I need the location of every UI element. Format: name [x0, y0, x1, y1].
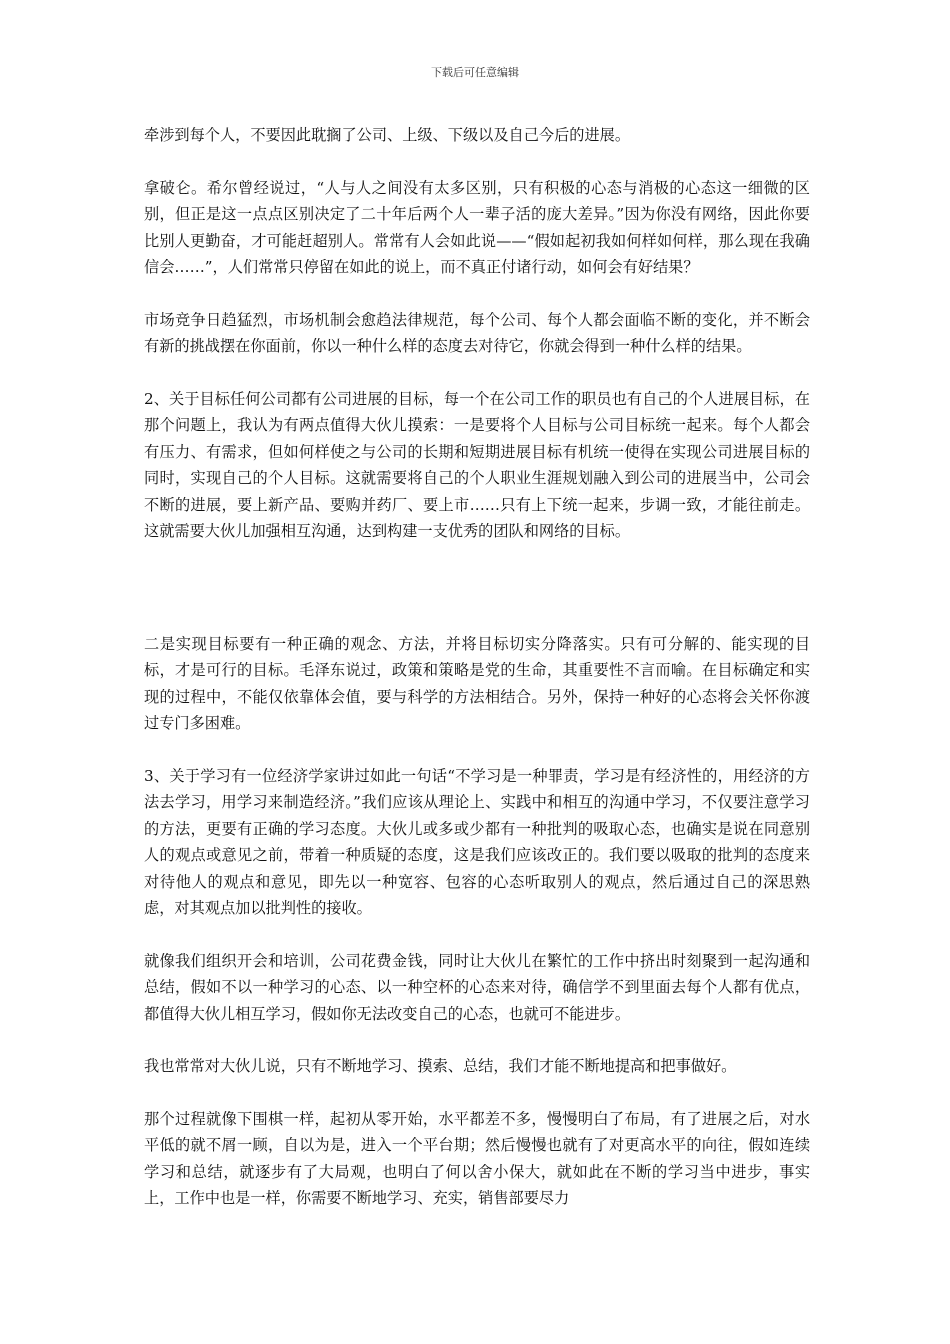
blank-space	[144, 571, 810, 631]
paragraph: 拿破仑。希尔曾经说过，“人与人之间没有太多区别，只有积极的心态与消极的心态这一细微的区别，但正是这一点点区别决定了二十年后两个人一辈子活的庞大差异。”因为你没有网络，因此你要比别人更勤奋，才可能赶超别人。常常有人会如此说——“假如起初我如何样如何样，那么现在我确信会……”，人们常常只停留在如此的说上，而不真正付诸行动，如何会有好结果？	[144, 178, 810, 276]
paragraph: 那个过程就像下围棋一样，起初从零开始，水平都差不多，慢慢明白了布局，有了进展之后，对水平低的就不屑一顾，自以为是，进入一个平台期；然后慢慢也就有了对更高水平的向往，假如连续学习和总结，就逐步有了大局观，也明白了何以舍小保大，就如此在不断的学习当中进步，事实上，工作中也是一样，你需要不断地学习、充实，销售部要尽力	[144, 1109, 810, 1207]
paragraph: 牵涉到每个人，不要因此耽搁了公司、上级、下级以及自己今后的进展。	[144, 126, 630, 144]
page-header: 下载后可任意编辑	[431, 66, 519, 79]
paragraph: 市场竞争日趋猛烈，市场机制会愈趋法律规范，每个公司、每个人都会面临不断的变化，并不断会有新的挑战摆在你面前，你以一种什么样的态度去对待它，你就会得到一种什么样的结果。	[144, 310, 810, 355]
paragraph: 就像我们组织开会和培训，公司花费金钱，同时让大伙儿在繁忙的工作中挤出时刻聚到一起沟通和总结，假如不以一种学习的心态、以一种空杯的心态来对待，确信学不到里面去每个人都有优点，都值得大伙儿相互学习，假如你无法改变自己的心态，也就可不能进步。	[144, 951, 810, 1023]
paragraph: 我也常常对大伙儿说，只有不断地学习、摸索、总结，我们才能不断地提高和把事做好。	[144, 1057, 737, 1075]
paragraph: 2、关于目标任何公司都有公司进展的目标，每一个在公司工作的职员也有自己的个人进展目标，在那个问题上，我认为有两点值得大伙儿摸索：一是要将个人目标与公司目标统一起来。每个人都会有压力、有需求，但如何样使之与公司的长期和短期进展目标有机统一使得在实现公司进展目标的同时，实现自己的个人目标。这就需要将自己的个人职业生涯规划融入到公司的进展当中，公司会不断的进展，要上新产品、要购并药厂、要上市……只有上下统一起来，步调一致，才能往前走。这就需要大伙儿加强相互沟通，达到构建一支优秀的团队和网络的目标。	[144, 389, 810, 540]
paragraph: 二是实现目标要有一种正确的观念、方法，并将目标切实分降落实。只有可分解的、能实现的目标，才是可行的目标。毛泽东说过，政策和策略是党的生命，其重要性不言而喻。在目标确定和实现的过程中，不能仅依靠体会值，要与科学的方法相结合。另外，保持一种好的心态将会关怀你渡过专门多困难。	[144, 634, 810, 732]
document-body	[144, 122, 810, 1238]
paragraph: 3、关于学习有一位经济学家讲过如此一句话“不学习是一种罪责，学习是有经济性的，用经济的方法去学习，用学习来制造经济。”我们应该从理论上、实践中和相互的沟通中学习，不仅要注意学习的方法，更要有正确的学习态度。大伙儿或多或少都有一种批判的吸取心态，也确实是说在同意别人的观点或意见之前，带着一种质疑的态度，这是我们应该改正的。我们要以吸取的批判的态度来对待他人的观点和意见，即先以一种宽容、包容的心态听取别人的观点，然后通过自己的深思熟虑，对其观点加以批判性的接收。	[144, 766, 810, 917]
